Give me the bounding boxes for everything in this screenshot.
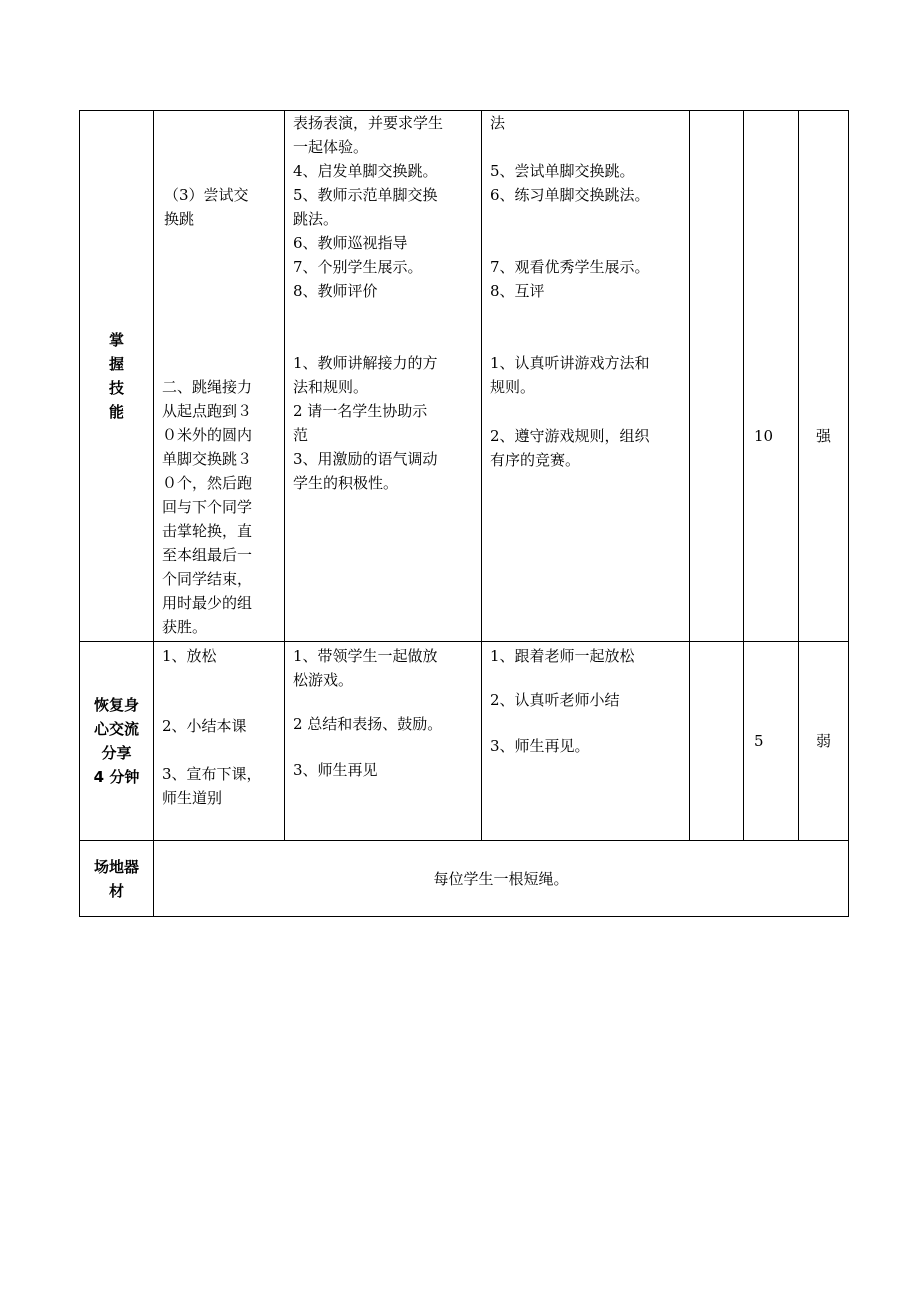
teacher-recovery-item: 3、师生再见	[293, 761, 378, 779]
intensity-recovery	[799, 642, 849, 841]
equipment-cell	[154, 841, 849, 917]
stage-recovery	[80, 642, 154, 841]
stage-skill	[80, 111, 154, 642]
content-recovery-item: 2、小结本课	[162, 717, 247, 735]
content-skill-item: （3）尝试交 换跳	[164, 186, 249, 228]
time-recovery	[744, 642, 799, 841]
empty-cell-recovery	[690, 642, 744, 841]
teacher-skill-item: 表扬表演，并要求学生 一起体验。 4、启发单脚交换跳。 5、教师示范单脚交换 跳法。 6、教师巡视指导 7、个别学生展示。 8、教师评价	[293, 114, 444, 300]
student-recovery	[482, 642, 690, 841]
student-skill	[482, 111, 690, 642]
time-skill-value: 10	[754, 427, 774, 445]
intensity-skill-value: 强	[815, 427, 831, 445]
row-equipment	[80, 841, 849, 917]
time-recovery-value: 5	[754, 732, 764, 750]
time-skill	[744, 111, 799, 642]
student-recovery-item: 3、师生再见。	[490, 737, 590, 755]
teacher-recovery-item: 1、带领学生一起做放 松游戏。	[293, 647, 438, 689]
teacher-skill-item: 1、教师讲解接力的方 法和规则。 2 请一名学生协助示 范 3、用激励的语气调动 学生的积极性。	[293, 354, 438, 492]
content-recovery	[154, 642, 285, 841]
intensity-skill	[799, 111, 849, 642]
intensity-recovery-value: 弱	[815, 732, 831, 750]
content-skill	[154, 111, 285, 642]
student-skill-item: 5、尝试单脚交换跳。 6、练习单脚交换跳法。	[490, 162, 650, 204]
empty-cell-skill	[690, 111, 744, 642]
student-skill-item: 法	[490, 114, 506, 132]
equipment-text: 每位学生一根短绳。	[433, 869, 569, 888]
stage-equipment	[80, 841, 154, 917]
content-recovery-item: 3、宣布下课， 师生道别	[162, 765, 262, 807]
student-skill-item: 1、认真听讲游戏方法和 规则。	[490, 354, 650, 396]
content-recovery-item: 1、放松	[162, 647, 217, 665]
stage-skill-label: 掌 握 技 能	[108, 331, 124, 421]
teacher-skill	[285, 111, 482, 642]
content-skill-item: 二、跳绳接力 从起点跑到３ ０米外的圆内 单脚交换跳３ ０个，然后跑 回与下个同学 击掌轮换，直 至本组最后一 个同学结束， 用时最少的组 获胜。	[162, 378, 253, 636]
student-recovery-item: 1、跟着老师一起放松	[490, 647, 635, 665]
row-skill	[80, 111, 849, 642]
teacher-recovery-item: 2 总结和表扬、鼓励。	[293, 715, 443, 733]
lesson-plan-table	[79, 110, 849, 917]
stage-recovery-label: 恢复身 心交流 分享 4 分钟	[93, 696, 140, 786]
student-recovery-item: 2、认真听老师小结	[490, 691, 620, 709]
student-skill-item: 2、遵守游戏规则，组织 有序的竞赛。	[490, 427, 650, 469]
stage-equipment-label: 场地器 材	[93, 857, 139, 900]
student-skill-item: 7、观看优秀学生展示。 8、互评	[490, 258, 650, 300]
teacher-recovery	[285, 642, 482, 841]
row-recovery	[80, 642, 849, 841]
